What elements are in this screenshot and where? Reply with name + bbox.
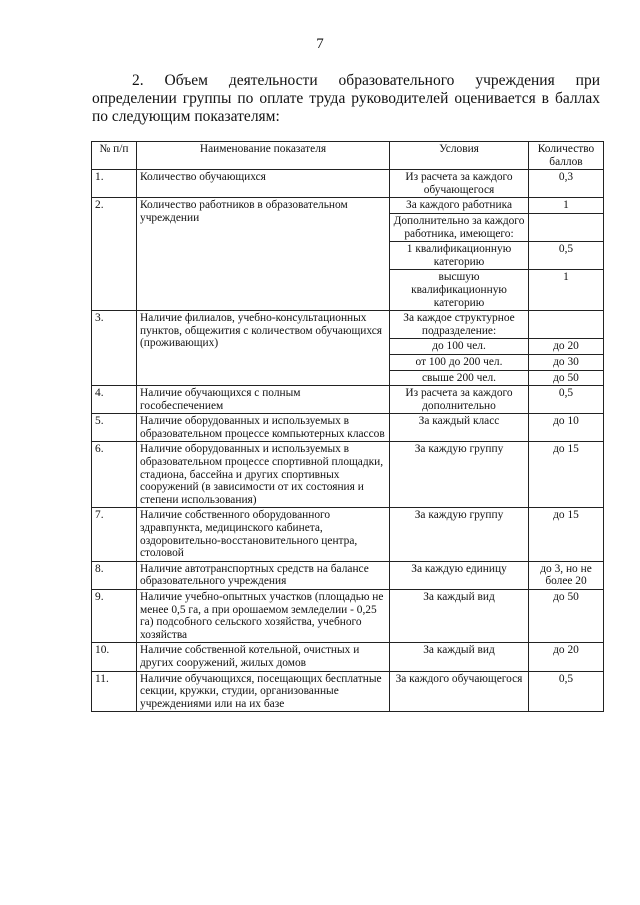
row-number: 9. xyxy=(92,590,137,643)
table-row xyxy=(92,386,604,414)
row-number: 7. xyxy=(92,508,137,561)
table-row xyxy=(92,561,604,589)
header-conditions: Условия xyxy=(390,142,529,170)
condition: Дополнительно за каждого работника, имеющего: xyxy=(390,213,529,241)
points: до 20 xyxy=(529,643,604,671)
condition: от 100 до 200 чел. xyxy=(390,354,529,370)
table-row xyxy=(92,671,604,712)
points xyxy=(529,213,604,241)
row-number: 11. xyxy=(92,671,137,712)
condition: За каждый вид xyxy=(390,590,529,643)
indicator-name: Наличие оборудованных и используемых в образовательном процессе компьютерных классов xyxy=(137,414,390,442)
points: 1 xyxy=(529,198,604,214)
condition: За каждую единицу xyxy=(390,561,529,589)
indicator-name: Наличие обучающихся с полным гособеспечением xyxy=(137,386,390,414)
indicator-name: Наличие собственного оборудованного здравпункта, медицинского кабинета, оздоровительно-восстановительного центра, столовой xyxy=(137,508,390,561)
points: до 20 xyxy=(529,339,604,355)
condition: 1 квалификационную категорию xyxy=(390,242,529,270)
points: 0,5 xyxy=(529,386,604,414)
table-row xyxy=(92,414,604,442)
points: 0,5 xyxy=(529,671,604,712)
indicator-name: Наличие обучающихся, посещающих бесплатные секции, кружки, студии, организованные учреждениями или на их базе xyxy=(137,671,390,712)
table-row xyxy=(92,643,604,671)
condition: За каждую группу xyxy=(390,508,529,561)
points: до 3, но не более 20 xyxy=(529,561,604,589)
condition: свыше 200 чел. xyxy=(390,370,529,386)
indicator-name: Наличие собственной котельной, очистных и других сооружений, жилых домов xyxy=(137,643,390,671)
condition: За каждого работника xyxy=(390,198,529,214)
table-header-row xyxy=(92,142,604,170)
condition: до 100 чел. xyxy=(390,339,529,355)
condition: За каждый вид xyxy=(390,643,529,671)
table-row xyxy=(92,198,604,214)
indicator-name: Количество работников в образовательном учреждении xyxy=(137,198,390,311)
page-number: 7 xyxy=(316,36,324,52)
points: 1 xyxy=(529,270,604,311)
indicator-name: Наличие оборудованных и используемых в образовательном процессе спортивной площадки, стадиона, бассейна и других спортивных сооружений (в зависимости от их состояния и степени использования) xyxy=(137,442,390,508)
indicator-name: Наличие филиалов, учебно-консультационных пунктов, общежития с количеством обучающихся (проживающих) xyxy=(137,311,390,386)
table-row xyxy=(92,442,604,508)
condition: Из расчета за каждого обучающегося xyxy=(390,170,529,198)
indicator-name: Количество обучающихся xyxy=(137,170,390,198)
table-row xyxy=(92,170,604,198)
condition: За каждое структурное подразделение: xyxy=(390,311,529,339)
row-number: 1. xyxy=(92,170,137,198)
points xyxy=(529,311,604,339)
row-number: 6. xyxy=(92,442,137,508)
points: до 50 xyxy=(529,590,604,643)
table-row xyxy=(92,311,604,339)
condition: За каждую группу xyxy=(390,442,529,508)
points: до 10 xyxy=(529,414,604,442)
condition: Из расчета за каждого дополнительно xyxy=(390,386,529,414)
indicator-name: Наличие учебно-опытных участков (площадью не менее 0,5 га, а при орошаемом земледелии - 0,25 га) подсобного сельского хозяйства, учебного хозяйства xyxy=(137,590,390,643)
header-points: Количество баллов xyxy=(529,142,604,170)
table-row xyxy=(92,508,604,561)
indicators-table xyxy=(91,141,604,712)
points: до 50 xyxy=(529,370,604,386)
table-row xyxy=(92,590,604,643)
condition: За каждый класс xyxy=(390,414,529,442)
points: до 15 xyxy=(529,442,604,508)
indicator-name: Наличие автотранспортных средств на балансе образовательного учреждения xyxy=(137,561,390,589)
row-number: 3. xyxy=(92,311,137,386)
points: 0,3 xyxy=(529,170,604,198)
header-number: № п/п xyxy=(92,142,137,170)
header-indicator-name: Наименование показателя xyxy=(137,142,390,170)
points: до 30 xyxy=(529,354,604,370)
row-number: 4. xyxy=(92,386,137,414)
row-number: 8. xyxy=(92,561,137,589)
condition: За каждого обучающегося xyxy=(390,671,529,712)
points: до 15 xyxy=(529,508,604,561)
condition: высшую квалификационную категорию xyxy=(390,270,529,311)
points: 0,5 xyxy=(529,242,604,270)
intro-paragraph: 2. Объем деятельности образовательного учреждения при определении группы по оплате труда руководителей оценивается в баллах по следующим показателям: xyxy=(92,72,600,125)
row-number: 5. xyxy=(92,414,137,442)
row-number: 2. xyxy=(92,198,137,311)
row-number: 10. xyxy=(92,643,137,671)
